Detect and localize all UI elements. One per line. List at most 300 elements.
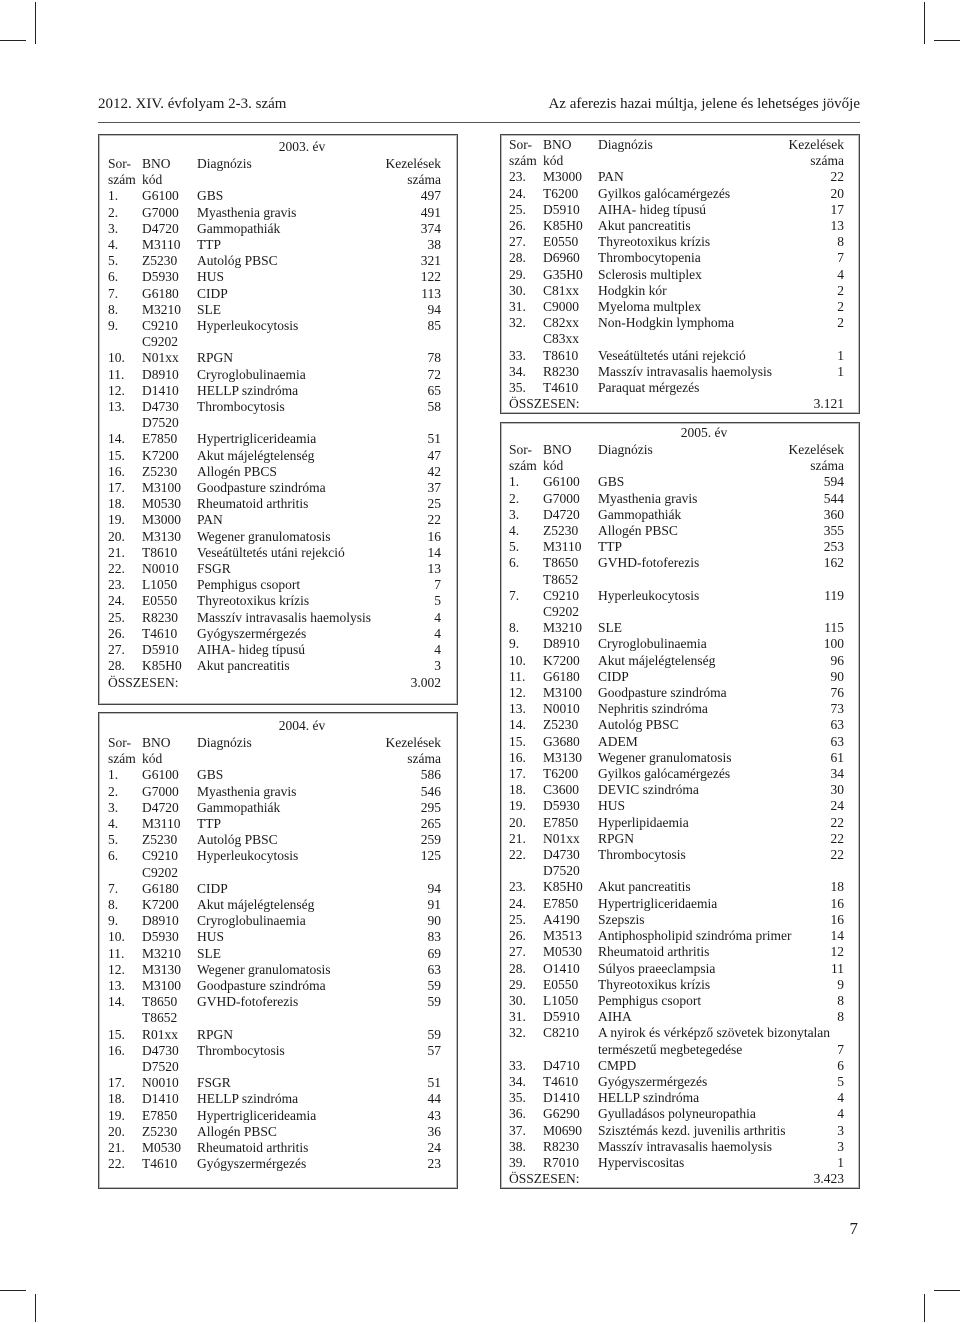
total-value: 3.423 bbox=[813, 1171, 844, 1187]
total-value: 3.121 bbox=[813, 396, 844, 412]
treatment-count: 1 bbox=[837, 363, 844, 379]
bno-code: T6200 bbox=[543, 766, 579, 782]
row-number: 12. bbox=[509, 685, 526, 701]
table-row bbox=[509, 782, 844, 798]
table-row bbox=[108, 865, 441, 881]
treatment-count: 42 bbox=[427, 463, 441, 479]
treatment-count: 115 bbox=[824, 620, 844, 636]
table-row bbox=[509, 766, 844, 782]
treatment-count: 122 bbox=[420, 269, 441, 285]
treatment-count bbox=[319, 865, 441, 881]
diagnosis: Gyilkos galócamérgezés bbox=[598, 766, 731, 782]
treatment-count: 5 bbox=[837, 1073, 844, 1089]
diagnosis: Veseátültetés utáni rejekció bbox=[598, 347, 746, 363]
bno-code: Z5230 bbox=[142, 253, 178, 269]
diagnosis: Gyilkos galócamérgezés bbox=[598, 185, 731, 201]
diagnosis: Thrombocytosis bbox=[197, 399, 285, 415]
total-row bbox=[108, 675, 441, 691]
bno-code: E7850 bbox=[543, 814, 579, 830]
table-row bbox=[108, 642, 441, 658]
diagnosis: Myasthenia gravis bbox=[197, 204, 297, 220]
bno-code: G6100 bbox=[543, 474, 580, 490]
bno-code: E0550 bbox=[142, 593, 178, 609]
row-number: 11. bbox=[108, 366, 125, 382]
bno-code: T4610 bbox=[142, 1156, 178, 1172]
diagnosis: Autológ PBSC bbox=[197, 832, 278, 848]
row-number: 3. bbox=[509, 506, 520, 522]
row-number: 16. bbox=[108, 1042, 125, 1058]
treatment-count: 37 bbox=[427, 480, 441, 496]
table-row bbox=[108, 1027, 441, 1043]
table-row bbox=[509, 234, 844, 250]
row-number: 26. bbox=[509, 218, 526, 234]
diagnosis: Autológ PBSC bbox=[197, 253, 278, 269]
table-row bbox=[509, 1042, 844, 1058]
treatment-count: 59 bbox=[427, 1026, 441, 1042]
row-number: 16. bbox=[108, 463, 125, 479]
bno-code: D8910 bbox=[543, 636, 580, 652]
header-rule bbox=[98, 122, 860, 123]
table-row bbox=[108, 767, 441, 783]
row-number: 4. bbox=[509, 523, 520, 539]
row-number: 24. bbox=[509, 895, 526, 911]
table-row bbox=[509, 380, 844, 396]
bno-code: M3130 bbox=[142, 528, 182, 544]
journal-issue: 2012. XIV. évfolyam 2-3. szám bbox=[98, 96, 287, 112]
diagnosis bbox=[197, 415, 319, 431]
row-number: 20. bbox=[108, 1123, 125, 1139]
row-number: 25. bbox=[509, 911, 526, 927]
treatment-count: 73 bbox=[830, 701, 844, 717]
table-header-row bbox=[108, 751, 441, 767]
table-row bbox=[108, 1124, 441, 1140]
row-number: 4. bbox=[108, 816, 119, 832]
row-number: 3. bbox=[108, 220, 119, 236]
treatment-count: 38 bbox=[427, 237, 441, 253]
bno-code: D7520 bbox=[543, 863, 580, 879]
total-value: 3.002 bbox=[410, 674, 441, 690]
bno-code: C9202 bbox=[142, 864, 179, 880]
diagnosis: CMPD bbox=[598, 1057, 637, 1073]
column-header-number: Sor- bbox=[108, 735, 131, 750]
treatment-count: 4 bbox=[837, 266, 844, 282]
diagnosis: Thyreotoxikus krízis bbox=[598, 234, 711, 250]
row-number: 34. bbox=[509, 1073, 526, 1089]
treatment-count: 100 bbox=[823, 636, 844, 652]
table-row bbox=[108, 1108, 441, 1124]
treatment-count: 22 bbox=[830, 814, 844, 830]
column-header-diagnosis: Diagnózis bbox=[197, 156, 252, 171]
row-number: 19. bbox=[108, 1107, 125, 1123]
crop-mark bbox=[0, 1290, 26, 1291]
diagnosis: TTP bbox=[598, 539, 623, 555]
table-row bbox=[509, 348, 844, 364]
crop-mark bbox=[35, 2, 36, 44]
bno-code: D1410 bbox=[142, 1091, 179, 1107]
bno-code: T6200 bbox=[543, 185, 579, 201]
row-number: 36. bbox=[509, 1106, 526, 1122]
diagnosis bbox=[197, 1059, 319, 1075]
row-number: 37. bbox=[509, 1122, 526, 1138]
row-number bbox=[108, 865, 142, 881]
row-number: 2. bbox=[108, 204, 119, 220]
table-row bbox=[509, 1106, 844, 1122]
bno-code: K7200 bbox=[543, 652, 580, 668]
treatment-count: 7 bbox=[434, 577, 441, 593]
bno-code: K7200 bbox=[142, 897, 179, 913]
table-row bbox=[108, 962, 441, 978]
bno-code: D4730 bbox=[142, 1042, 179, 1058]
diagnosis: Akut májelégtelenség bbox=[197, 897, 315, 913]
row-number: 9. bbox=[509, 636, 520, 652]
treatment-count bbox=[721, 331, 844, 347]
table-title: 2004. év bbox=[278, 718, 326, 733]
treatment-count: 91 bbox=[427, 897, 441, 913]
table-title: 2003. év bbox=[278, 139, 326, 154]
treatment-count: 17 bbox=[830, 201, 844, 217]
bno-code: M3210 bbox=[543, 620, 583, 636]
bno-code: D4720 bbox=[142, 799, 179, 815]
table-row bbox=[108, 610, 441, 626]
diagnosis: Cryroglobulinaemia bbox=[197, 366, 306, 382]
treatment-count: 2 bbox=[837, 315, 844, 331]
table-row bbox=[108, 577, 441, 593]
treatment-count: 22 bbox=[830, 830, 844, 846]
row-number: 31. bbox=[509, 299, 526, 315]
bno-code: D5910 bbox=[543, 1009, 580, 1025]
table-row bbox=[509, 896, 844, 912]
bno-code: G6100 bbox=[142, 767, 179, 783]
diagnosis: Gyulladásos polyneuropathia bbox=[598, 1106, 756, 1122]
row-number: 10. bbox=[108, 350, 125, 366]
row-number: 1. bbox=[108, 188, 119, 204]
table-header-row bbox=[509, 442, 844, 458]
bno-code: L1050 bbox=[543, 992, 579, 1008]
row-number: 2. bbox=[108, 783, 119, 799]
treatment-count: 8 bbox=[837, 234, 844, 250]
bno-code: M3110 bbox=[142, 237, 181, 253]
row-number: 18. bbox=[108, 1091, 125, 1107]
total-row bbox=[509, 396, 844, 412]
bno-code: M3513 bbox=[543, 928, 583, 944]
row-number: 7. bbox=[108, 880, 119, 896]
bno-code: D5930 bbox=[543, 798, 580, 814]
diagnosis: CIDP bbox=[197, 880, 228, 896]
column-header-number: szám bbox=[509, 458, 537, 474]
bno-code: T8650 bbox=[543, 555, 579, 571]
column-header-bno: kód bbox=[142, 751, 163, 767]
table-row bbox=[108, 593, 441, 609]
treatment-count: 34 bbox=[830, 766, 844, 782]
bno-code: M3100 bbox=[142, 480, 182, 496]
bno-code: G35H0 bbox=[543, 266, 583, 282]
table-row bbox=[108, 431, 441, 447]
total-label: ÖSSZESEN: bbox=[108, 674, 179, 690]
bno-code: G6180 bbox=[142, 285, 179, 301]
table-row bbox=[108, 269, 441, 285]
bno-code: D4710 bbox=[543, 1057, 580, 1073]
bno-code: G7000 bbox=[142, 783, 179, 799]
row-number: 6. bbox=[108, 269, 119, 285]
row-number: 32. bbox=[509, 315, 526, 331]
bno-code: G6290 bbox=[543, 1106, 580, 1122]
row-number: 4. bbox=[108, 237, 119, 253]
diagnosis bbox=[197, 334, 319, 350]
table-row bbox=[509, 202, 844, 218]
table-row bbox=[108, 286, 441, 302]
row-number: 15. bbox=[509, 733, 526, 749]
row-number: 14. bbox=[509, 717, 526, 733]
diagnosis: GBS bbox=[598, 474, 625, 490]
diagnosis: Hodgkin kór bbox=[598, 282, 667, 298]
table-row bbox=[509, 267, 844, 283]
treatment-count: 355 bbox=[823, 523, 844, 539]
diagnosis: Hyperleukocytosis bbox=[197, 848, 299, 864]
table-row bbox=[108, 334, 441, 350]
diagnosis: Gyógyszermérgezés bbox=[197, 1156, 307, 1172]
table-row bbox=[509, 685, 844, 701]
diagnosis: GBS bbox=[197, 767, 224, 783]
column-header-bno: kód bbox=[543, 458, 564, 474]
diagnosis: Myeloma multplex bbox=[598, 299, 702, 315]
bno-code: R8230 bbox=[543, 363, 580, 379]
bno-code: C9210 bbox=[142, 848, 179, 864]
row-number: 8. bbox=[108, 301, 119, 317]
treatment-count: 23 bbox=[427, 1156, 441, 1172]
treatment-count: 497 bbox=[420, 188, 441, 204]
bno-code: M3000 bbox=[543, 169, 583, 185]
column-header-number: Sor- bbox=[509, 442, 532, 457]
bno-code: Z5230 bbox=[543, 717, 579, 733]
row-number: 12. bbox=[108, 961, 125, 977]
bno-code: Z5230 bbox=[543, 523, 579, 539]
bno-code: D7520 bbox=[142, 415, 179, 431]
article-title: Az aferezis hazai múltja, jelene és lehetséges jövője bbox=[548, 96, 860, 112]
treatment-count: 11 bbox=[831, 960, 844, 976]
diagnosis: Hypertriglicerideamia bbox=[197, 1107, 317, 1123]
bno-code: E0550 bbox=[543, 234, 579, 250]
treatment-count: 61 bbox=[830, 749, 844, 765]
treatment-count: 8 bbox=[837, 1009, 844, 1025]
treatment-count: 25 bbox=[427, 496, 441, 512]
bno-code: M3100 bbox=[142, 978, 182, 994]
diagnosis: AIHA- hideg típusú bbox=[598, 201, 706, 217]
treatment-count: 58 bbox=[427, 399, 441, 415]
diagnosis: Szisztémás kezd. juvenilis arthritis bbox=[598, 1122, 786, 1138]
diagnosis: TTP bbox=[197, 237, 222, 253]
treatment-count: 85 bbox=[427, 318, 441, 334]
table-row bbox=[509, 250, 844, 266]
row-number: 24. bbox=[108, 593, 125, 609]
table-row bbox=[509, 750, 844, 766]
row-number: 21. bbox=[509, 830, 526, 846]
treatment-count: 63 bbox=[830, 733, 844, 749]
treatment-count: 491 bbox=[420, 204, 441, 220]
table-row bbox=[108, 832, 441, 848]
treatment-count bbox=[721, 572, 844, 588]
table-row bbox=[509, 283, 844, 299]
row-number: 25. bbox=[509, 201, 526, 217]
diagnosis: Rheumatoid arthritis bbox=[197, 496, 309, 512]
table-row bbox=[108, 913, 441, 929]
diagnosis: Allogén PBSC bbox=[197, 1123, 277, 1139]
table-row bbox=[108, 318, 441, 334]
bno-code: R7010 bbox=[543, 1154, 580, 1170]
treatment-count: 36 bbox=[427, 1123, 441, 1139]
row-number: 35. bbox=[509, 380, 526, 396]
table-row bbox=[108, 448, 441, 464]
bno-code: M3000 bbox=[142, 512, 182, 528]
row-number: 3. bbox=[108, 799, 119, 815]
diagnosis: Wegener granulomatosis bbox=[197, 528, 331, 544]
row-number: 14. bbox=[108, 431, 125, 447]
row-number: 27. bbox=[509, 944, 526, 960]
diagnosis: természetű megbetegedése bbox=[598, 1041, 743, 1057]
column-header-diagnosis bbox=[598, 153, 721, 169]
diagnosis: PAN bbox=[598, 169, 624, 185]
row-number: 14. bbox=[108, 994, 125, 1010]
row-number bbox=[108, 1010, 142, 1026]
bno-code: D6960 bbox=[543, 250, 580, 266]
bno-code: M0530 bbox=[142, 496, 182, 512]
row-number: 32. bbox=[509, 1025, 526, 1041]
table-row bbox=[108, 1010, 441, 1026]
treatment-count: 96 bbox=[830, 652, 844, 668]
diagnosis: Rheumatoid arthritis bbox=[197, 1140, 309, 1156]
row-number: 21. bbox=[108, 544, 125, 560]
diagnosis: ADEM bbox=[598, 733, 638, 749]
row-number: 8. bbox=[108, 897, 119, 913]
row-number bbox=[509, 572, 543, 588]
diagnosis: Hypertriglicerideamia bbox=[197, 431, 317, 447]
table-row bbox=[108, 816, 441, 832]
row-number: 21. bbox=[108, 1140, 125, 1156]
table-row bbox=[108, 784, 441, 800]
crop-mark bbox=[934, 1290, 960, 1291]
diagnosis: TTP bbox=[197, 816, 222, 832]
treatment-count: 63 bbox=[830, 717, 844, 733]
column-header-number: szám bbox=[108, 172, 136, 188]
diagnosis bbox=[598, 331, 721, 347]
table-row bbox=[509, 847, 844, 863]
row-number: 16. bbox=[509, 749, 526, 765]
table-title: 2005. év bbox=[680, 425, 728, 440]
treatment-count: 13 bbox=[427, 561, 441, 577]
row-number: 9. bbox=[108, 913, 119, 929]
diagnosis: HUS bbox=[598, 798, 626, 814]
diagnosis: Akut pancreatitis bbox=[598, 218, 691, 234]
column-header-bno: BNO bbox=[142, 735, 171, 750]
treatment-count: 22 bbox=[830, 169, 844, 185]
diagnosis: Rheumatoid arthritis bbox=[598, 944, 710, 960]
row-number: 23. bbox=[108, 577, 125, 593]
diagnosis: FSGR bbox=[197, 561, 231, 577]
bno-code: D1410 bbox=[142, 382, 179, 398]
table-header-row bbox=[509, 137, 844, 153]
treatment-count: 24 bbox=[427, 1140, 441, 1156]
row-number: 7. bbox=[108, 285, 119, 301]
diagnosis: Goodpasture szindróma bbox=[197, 480, 326, 496]
treatment-count: 83 bbox=[427, 929, 441, 945]
treatment-count: 5 bbox=[434, 593, 441, 609]
bno-code: G6180 bbox=[142, 880, 179, 896]
diagnosis: SLE bbox=[197, 301, 222, 317]
bno-code: T8652 bbox=[543, 571, 579, 587]
page-number: 7 bbox=[849, 1219, 858, 1238]
table-header-row bbox=[509, 458, 844, 474]
column-header-diagnosis: Diagnózis bbox=[598, 137, 653, 152]
diagnosis: Thrombocytosis bbox=[197, 1042, 285, 1058]
treatment-count: 20 bbox=[830, 185, 844, 201]
row-number: 22. bbox=[509, 847, 526, 863]
table-row bbox=[509, 588, 844, 604]
diagnosis: Pemphigus csoport bbox=[598, 992, 702, 1008]
row-number: 28. bbox=[509, 960, 526, 976]
table-row bbox=[108, 1075, 441, 1091]
bno-code: A4190 bbox=[543, 911, 580, 927]
table-row bbox=[108, 946, 441, 962]
table-row bbox=[108, 529, 441, 545]
diagnosis bbox=[197, 1010, 319, 1026]
diagnosis: HELLP szindróma bbox=[197, 382, 299, 398]
table-row bbox=[108, 1059, 441, 1075]
table-row bbox=[509, 928, 844, 944]
table-row bbox=[509, 555, 844, 571]
table-row bbox=[509, 879, 844, 895]
treatment-count: 253 bbox=[823, 539, 844, 555]
treatment-count: 360 bbox=[823, 506, 844, 522]
table-row bbox=[509, 523, 844, 539]
treatment-count: 113 bbox=[421, 285, 441, 301]
treatment-count: 586 bbox=[420, 767, 441, 783]
row-number: 18. bbox=[509, 782, 526, 798]
row-number: 18. bbox=[108, 496, 125, 512]
table-row bbox=[509, 1123, 844, 1139]
bno-code: G6100 bbox=[142, 188, 179, 204]
row-number: 11. bbox=[509, 668, 526, 684]
treatment-count: 6 bbox=[837, 1057, 844, 1073]
diagnosis: CIDP bbox=[598, 668, 629, 684]
bno-code: G7000 bbox=[543, 490, 580, 506]
diagnosis: Masszív intravasalis haemolysis bbox=[197, 609, 371, 625]
column-header-treatments: száma bbox=[810, 153, 844, 169]
bno-code: Z5230 bbox=[142, 1123, 178, 1139]
treatment-count: 594 bbox=[823, 474, 844, 490]
table-row bbox=[509, 364, 844, 380]
bno-code: C8210 bbox=[543, 1025, 580, 1041]
row-number bbox=[108, 334, 142, 350]
diagnosis: A nyirok és vérképző szövetek bizonytalan bbox=[598, 1025, 831, 1041]
bno-code: M3100 bbox=[543, 685, 583, 701]
row-number: 39. bbox=[509, 1154, 526, 1170]
bno-code: T4610 bbox=[142, 625, 178, 641]
table-row bbox=[108, 626, 441, 642]
row-number: 12. bbox=[108, 382, 125, 398]
treatment-count: 546 bbox=[420, 783, 441, 799]
treatment-count: 374 bbox=[420, 220, 441, 236]
treatment-count: 44 bbox=[427, 1091, 441, 1107]
diagnosis: Sclerosis multiplex bbox=[598, 266, 702, 282]
table-row bbox=[509, 653, 844, 669]
row-number: 22. bbox=[108, 1156, 125, 1172]
diagnosis: RPGN bbox=[598, 830, 635, 846]
column-header-treatments: Kezelések bbox=[788, 137, 844, 152]
row-number: 27. bbox=[108, 642, 125, 658]
table-row bbox=[509, 604, 844, 620]
diagnosis: Akut májelégtelenség bbox=[598, 652, 716, 668]
diagnosis: RPGN bbox=[197, 350, 234, 366]
bno-code: D8910 bbox=[142, 366, 179, 382]
